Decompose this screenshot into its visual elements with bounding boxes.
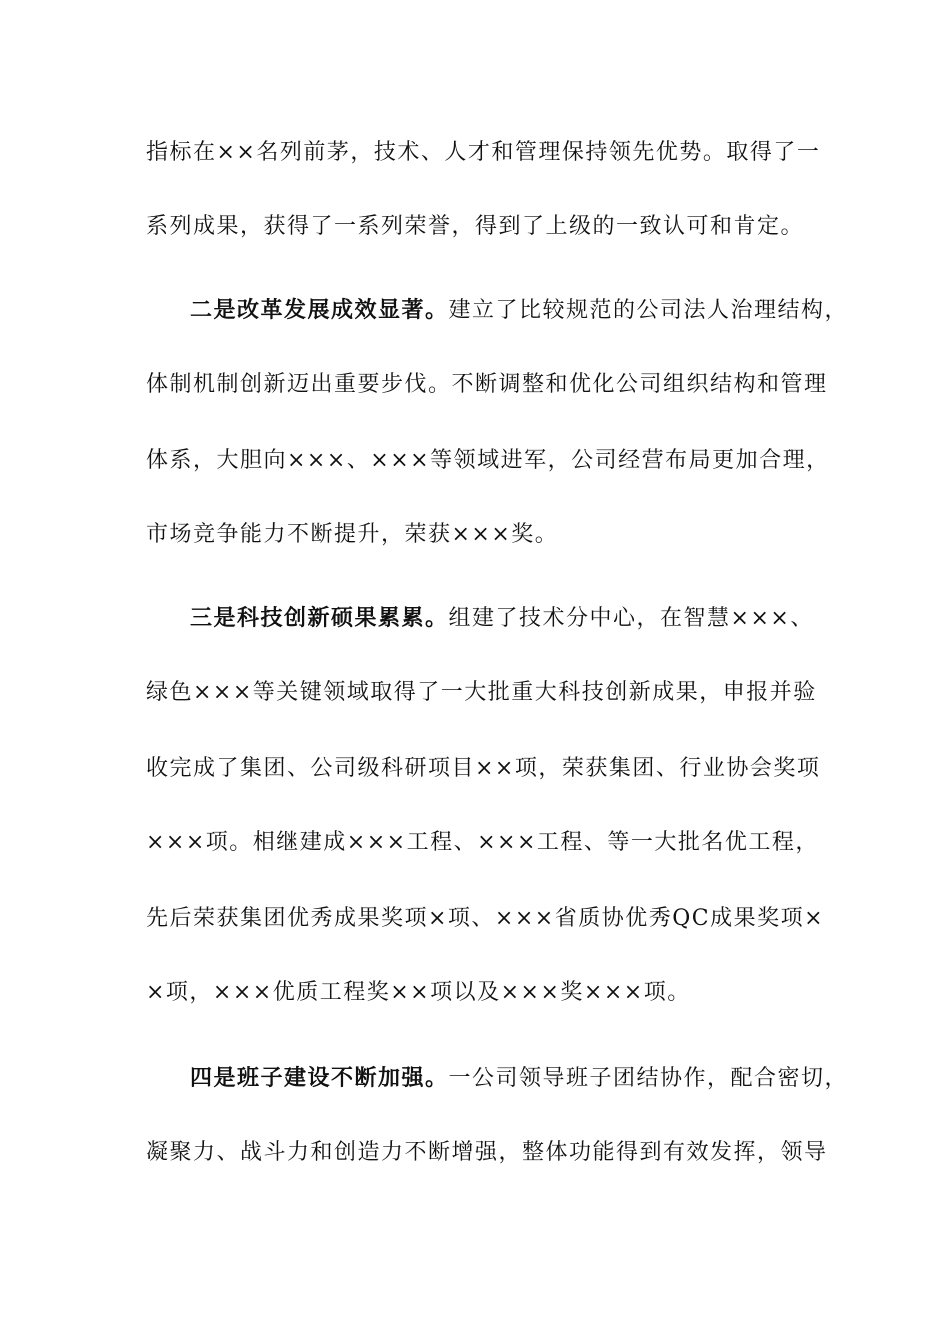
text-line (146, 828, 819, 858)
text-line (146, 370, 828, 400)
paragraph-first-line (190, 296, 850, 326)
paragraph-heading: 三是科技创新硕果累累。 (190, 606, 449, 631)
paragraph-first-line (190, 1064, 850, 1094)
line-text: 市场竞争能力不断提升，荣获×××奖。 (146, 522, 559, 547)
text-line (146, 520, 806, 550)
text-line (146, 138, 821, 168)
line-text: ×××项。相继建成×××工程、×××工程、等一大批名优工程， (146, 830, 819, 855)
line-text: 一公司领导班子团结协作，配合密切， (448, 1066, 849, 1091)
paragraph-heading: 四是班子建设不断加强。 (190, 1066, 449, 1091)
text-line (146, 978, 806, 1008)
line-text: 组建了技术分中心，在智慧×××、 (448, 606, 814, 631)
paragraph-first-line (190, 604, 850, 634)
line-text: 绿色×××等关键领域取得了一大批重大科技创新成果，申报并验 (146, 680, 817, 705)
line-text: 系列成果，获得了一系列荣誉，得到了上级的一致认可和肯定。 (146, 214, 805, 239)
line-text: 体制机制创新迈出重要步伐。不断调整和优化公司组织结构和管理 (146, 372, 828, 397)
text-line (146, 678, 817, 708)
line-text: 先后荣获集团优秀成果奖项×项、×××省质协优秀QC成果奖项× (146, 906, 825, 931)
line-text: 体系，大胆向×××、×××等领域进军，公司经营布局更加合理， (146, 448, 830, 473)
text-line (146, 446, 830, 476)
line-text: 凝聚力、战斗力和创造力不断增强，整体功能得到有效发挥，领导 (146, 1140, 828, 1165)
text-line (146, 754, 821, 784)
line-text: 指标在××名列前茅，技术、人才和管理保持领先优势。取得了一 (146, 140, 821, 165)
line-text: 建立了比较规范的公司法人治理结构， (448, 298, 849, 323)
line-text: ×项，×××优质工程奖××项以及×××奖×××项。 (146, 980, 691, 1005)
paragraph-heading: 二是改革发展成效显著。 (190, 298, 449, 323)
text-line (146, 904, 825, 934)
text-line (146, 1138, 828, 1168)
line-text: 收完成了集团、公司级科研项目××项，荣获集团、行业协会奖项 (146, 756, 821, 781)
text-line (146, 212, 806, 242)
